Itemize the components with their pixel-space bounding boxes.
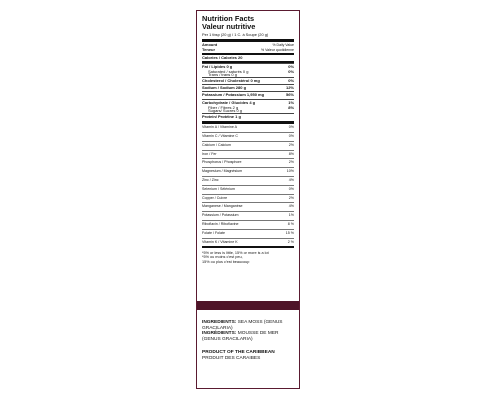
title-fr: Valeur nutritive — [202, 21, 256, 31]
nutrient-daily-value: 1% — [288, 99, 294, 105]
vitamin-row — [202, 124, 294, 132]
nutrition-label-panel — [196, 10, 300, 389]
vitamin-row — [202, 220, 294, 229]
vitamin-row — [202, 238, 294, 247]
vitamin-daily-value: 4% — [288, 177, 294, 182]
ingredients-en-label: INGREDIENTS: — [202, 320, 237, 325]
vitamin-name: Potassium / Potassium — [202, 213, 239, 218]
maroon-band — [197, 301, 299, 310]
vitamin-daily-value: 2% — [288, 142, 294, 147]
vitamin-daily-value: 10% — [286, 169, 294, 174]
daily-value-label-en: % Daily Value — [272, 43, 294, 48]
nutrient-row — [202, 77, 294, 84]
title-en: Nutrition Facts — [202, 14, 255, 23]
vitamin-name: Zinc / Zinc — [202, 177, 219, 182]
daily-value-label-fr: % Valeur quotidienne — [260, 47, 294, 52]
vitamin-name: Phosphorus / Phosphore — [202, 160, 242, 165]
origin-text — [202, 350, 294, 361]
footnote-line-2: *5% ou moins c'est peu, — [202, 255, 243, 260]
product-origin-en: PRODUCT OF THE CARIBBEAN — [202, 350, 275, 356]
vitamin-row — [202, 141, 294, 150]
nutrition-facts-table — [202, 15, 294, 265]
nutrient-list — [202, 63, 294, 121]
vitamin-list — [202, 124, 294, 246]
product-origin-fr: PRODUIT DES CARAIBES — [202, 355, 261, 361]
vitamin-name: Vitamin A / Vitamine A — [202, 125, 238, 130]
nutrient-row — [202, 91, 294, 98]
nutrient-daily-value: 0% — [288, 77, 294, 83]
vitamin-row — [202, 185, 294, 194]
ingredients-fr-label: INGRÉDIENTS: — [202, 331, 237, 337]
nutrient-daily-value: 56% — [285, 92, 294, 98]
nutrient-daily-value: 0% — [288, 63, 294, 69]
nutrient-daily-value: 12% — [285, 85, 294, 91]
ingredients-en-text: SEA MOSS (GENUS GRACILARIA) — [202, 320, 283, 331]
vitamin-name: Selenium / Sélénium — [202, 186, 235, 191]
vitamin-name: Magnesium / Magnésium — [202, 169, 243, 174]
nutrient-name: Fat / Lipides 0 g — [202, 63, 233, 69]
nutrient-name: Potassium / Potassium 1,950 mg — [202, 92, 265, 98]
nutrient-name: Cholesterol / Cholestérol 0 mg — [202, 77, 260, 83]
vitamin-row — [202, 202, 294, 211]
vitamin-daily-value: 0% — [288, 125, 294, 130]
vitamin-daily-value: 0% — [288, 133, 294, 138]
amount-header — [202, 42, 294, 53]
vitamin-daily-value: 15 % — [285, 230, 294, 235]
nutrient-name: Carbohydrate / Glucides 4 g — [202, 99, 256, 105]
vitamin-daily-value: 0% — [288, 186, 294, 191]
footnote-line-3: 15% ou plus c'est beaucoup — [202, 260, 250, 265]
vitamin-row — [202, 176, 294, 185]
vitamin-name: Riboflavin / Riboflavine — [202, 221, 239, 226]
ingredients-text — [202, 320, 294, 342]
nutrient-name: Fiber / Fibres 2 g — [208, 104, 239, 110]
nutrient-daily-value: 0% — [288, 68, 294, 74]
amount-label-en: Amount — [202, 42, 218, 48]
nutrient-name: Protein/ Protéine 1 g — [202, 113, 241, 119]
calories-text: Calories / Calories 20 — [202, 54, 243, 60]
ingredients-fr-text: MOUSSE DE MER (GENUS GRACILARIA) — [202, 331, 279, 342]
nutrient-name: Trans / trans 0 g — [208, 72, 237, 78]
nutrient-name: Saturated / saturés 0 g — [208, 68, 249, 74]
nutrient-row — [202, 113, 294, 120]
footnote-line-1: *5% or less is little, 15% or more is a lot — [202, 250, 269, 255]
vitamin-daily-value: 1% — [288, 213, 294, 218]
vitamin-name: Vitamin C / Vitamine C — [202, 133, 239, 138]
nutrient-daily-value: 8% — [288, 104, 294, 110]
vitamin-row — [202, 194, 294, 203]
vitamin-name: Vitamin K / Vitamine K — [202, 239, 238, 244]
vitamin-daily-value: 2% — [288, 195, 294, 200]
nutrient-name: Sodium / Sodium 280 g — [202, 85, 247, 91]
vitamin-row — [202, 158, 294, 167]
vitamin-row — [202, 150, 294, 159]
vitamin-row — [202, 211, 294, 220]
vitamin-row — [202, 132, 294, 141]
vitamin-row — [202, 229, 294, 238]
vitamin-name: Copper / Cuivre — [202, 195, 228, 200]
serving-size: Per 1 tbsp (20 g) / 1 C. à Soupe (20 g) — [202, 32, 269, 38]
vitamin-name: Iron / Fer — [202, 151, 217, 156]
vitamin-daily-value: 2% — [288, 160, 294, 165]
ingredients-section — [202, 320, 294, 362]
vitamin-daily-value: 8 % — [287, 221, 294, 226]
nutrient-row — [202, 84, 294, 91]
vitamin-daily-value: 4% — [288, 204, 294, 209]
vitamin-row — [202, 167, 294, 176]
vitamin-daily-value: 8% — [288, 151, 294, 156]
vitamin-daily-value: 2 % — [287, 239, 294, 244]
nutrient-name: Sugars/ Sucres 0 g — [208, 108, 243, 114]
vitamin-name: Folate / Folate — [202, 230, 225, 235]
footnote — [202, 251, 294, 265]
vitamin-name: Manganese / Manganèse — [202, 204, 243, 209]
divider-medium — [202, 246, 294, 248]
vitamin-name: Calcium / Calcium — [202, 142, 231, 147]
amount-label-fr: Teneur — [202, 46, 216, 52]
